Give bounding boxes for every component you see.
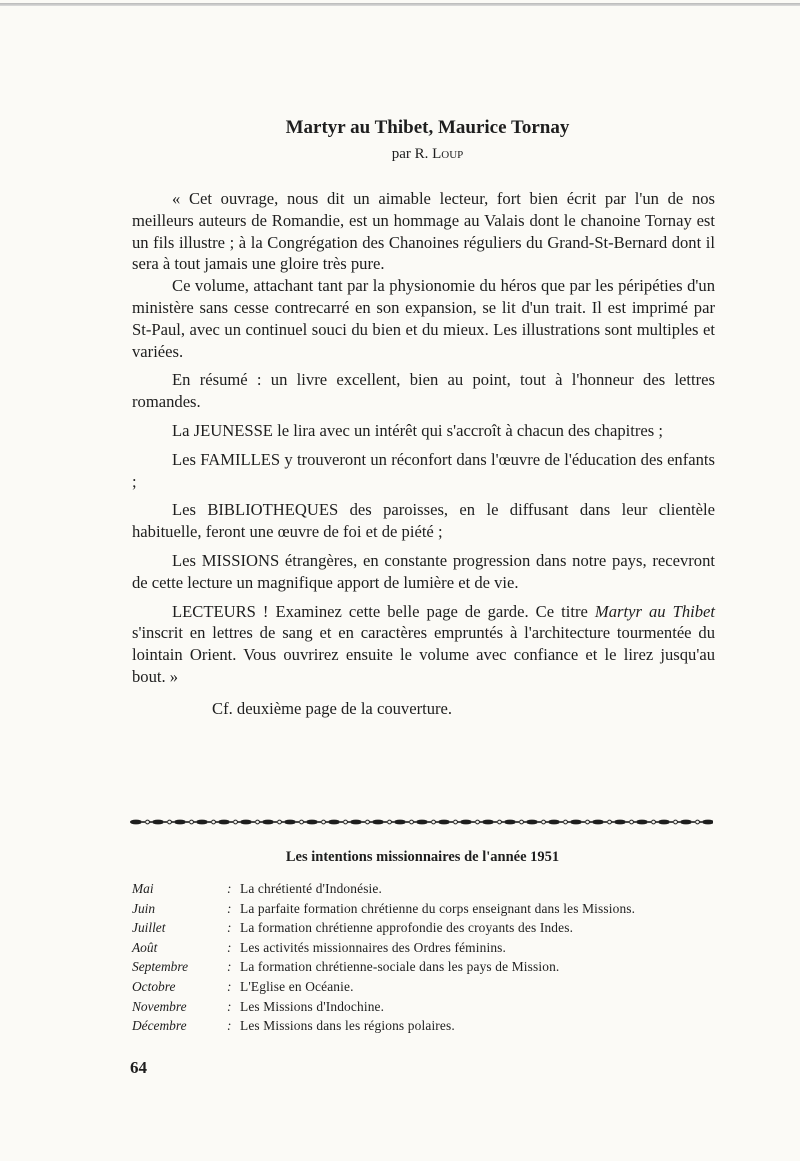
- intention-row: [132, 879, 732, 899]
- intention-month: Mai: [132, 881, 154, 896]
- intention-separator: :: [227, 939, 232, 955]
- intention-month: Juillet: [132, 920, 166, 936]
- paragraph-intro: « Cet ouvrage, nous dit un aimable lecteur, fort bien écrit par l'un de nos meilleurs auteurs de Romandie, est un hommage au Valais dont le chanoine Tornay est un fils illustre ; à la Congrégation des Chanoines réguliers du Grand-St-Bernard dont il sera à tout jamais une gloire très pure.: [132, 189, 715, 274]
- author-name: R. Loup: [414, 146, 464, 162]
- intention-separator: :: [227, 1018, 232, 1034]
- intention-separator: :: [227, 998, 232, 1014]
- byline: [0, 146, 800, 163]
- byline-prefix: par: [391, 146, 411, 162]
- intention-separator: :: [227, 900, 232, 916]
- lecteurs-text-start: LECTEURS ! Examinez cette belle page de garde. Ce titre: [172, 601, 595, 621]
- intention-month: Septembre: [132, 959, 189, 975]
- intention-row: [132, 957, 732, 977]
- page-number: 64: [130, 1058, 147, 1077]
- intention-month: Juin: [132, 900, 156, 916]
- intention-month: Août: [132, 939, 158, 955]
- intention-text: La formation chrétienne approfondie des croyants des Indes.: [240, 920, 574, 936]
- ornamental-divider: [130, 818, 713, 826]
- intention-row: [132, 938, 732, 958]
- intentions-title: Les intentions missionnaires de l'année 1951: [285, 849, 560, 865]
- paragraph-jeunesse: La JEUNESSE le lira avec un intérêt qui s'accroît à chacun des chapitres ;: [172, 420, 663, 440]
- intention-month: Octobre: [132, 978, 176, 994]
- cover-reference: Cf. deuxième page de la couverture.: [212, 698, 453, 718]
- intention-text: La chrétienté d'Indonésie.: [240, 881, 383, 896]
- paragraph-bibliotheques: Les BIBLIOTHEQUES des paroisses, en le diffusant dans leur clientèle habituelle, feront une œuvre de foi et de piété ;: [132, 500, 715, 542]
- intention-text: Les Missions d'Indochine.: [240, 998, 385, 1014]
- intention-row: [132, 1016, 732, 1036]
- intentions-table: [132, 879, 732, 1036]
- intention-separator: :: [227, 978, 232, 994]
- paragraph-lecteurs: [132, 601, 715, 688]
- paragraph-volume: Ce volume, attachant tant par la physionomie du héros que par les péripéties d'un ministère sans cesse contrecarré en son expansion, se lit d'un trait. Il est imprimé par St-Paul, avec un continuel souci du bien et du mieux. Les illustrations sont multiples et variées.: [132, 276, 715, 361]
- intention-text: Les activités missionnaires des Ordres féminins.: [240, 939, 507, 955]
- intention-text: La formation chrétienne-sociale dans les pays de Mission.: [240, 959, 560, 975]
- paragraph-familles: Les FAMILLES y trouveront un réconfort dans l'œuvre de l'éducation des enfants ;: [132, 449, 715, 491]
- intention-text: L'Eglise en Océanie.: [240, 978, 354, 994]
- intention-month: Décembre: [132, 1018, 187, 1034]
- intention-month: Novembre: [132, 998, 187, 1014]
- article-title: Martyr au Thibet, Maurice Tornay: [285, 117, 570, 138]
- book-title-italic: Martyr au Thibet: [594, 601, 716, 621]
- paragraph-missions: Les MISSIONS étrangères, en constante progression dans notre pays, recevront de cette lecture un magnifique apport de lumière et de vie.: [132, 550, 715, 592]
- intention-row: [132, 918, 732, 938]
- intention-row: [132, 899, 732, 919]
- lecteurs-text-end: s'inscrit en lettres de sang et en caractères empruntés à l'architecture tourmentée du lointain Orient. Vous ouvrirez ensuite le volume avec confiance et le lirez jusqu'au bout. »: [132, 623, 715, 686]
- intention-text: Les Missions dans les régions polaires.: [240, 1018, 455, 1034]
- paragraph-resume: En résumé : un livre excellent, bien au point, tout à l'honneur des lettres romandes.: [132, 370, 715, 412]
- intention-separator: :: [227, 881, 232, 896]
- intention-separator: :: [227, 920, 232, 936]
- intention-row: [132, 997, 732, 1017]
- scan-top-edge: [0, 3, 800, 6]
- intention-row: [132, 977, 732, 997]
- article-body: [132, 188, 715, 720]
- intention-text: La parfaite formation chrétienne du corps enseignant dans les Missions.: [240, 900, 636, 916]
- intention-separator: :: [227, 959, 232, 975]
